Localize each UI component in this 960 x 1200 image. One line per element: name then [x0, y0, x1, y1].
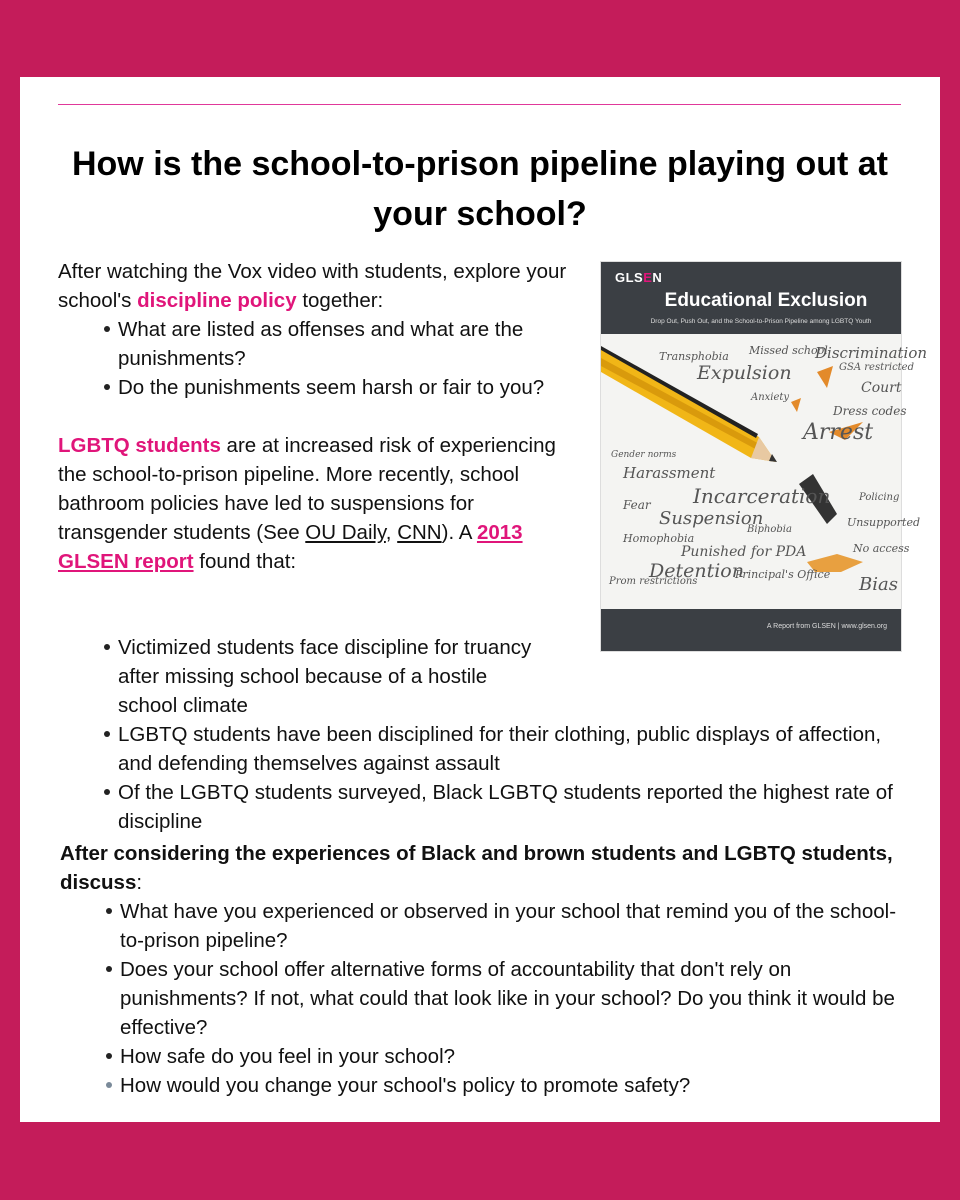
cover-word: Bias	[859, 574, 898, 595]
cover-word: Detention	[649, 560, 744, 582]
cnn-link[interactable]: CNN	[397, 521, 442, 544]
list-item: Victimized students face discipline for truancy after missing school because of a hostile school climate	[58, 633, 898, 720]
content-card	[20, 77, 940, 1122]
list-item: Does your school offer alternative forms of accountability that don't rely on punishments? If not, what could that look like in your school? Do you think it would be effective?	[60, 955, 900, 1042]
list-item: How safe do you feel in your school?	[60, 1042, 900, 1071]
discussion-bullets	[60, 897, 900, 1100]
cover-word: Arrest	[803, 420, 874, 445]
findings-section	[58, 633, 898, 836]
cover-word: Unsupported	[847, 516, 921, 529]
cover-word: No access	[853, 542, 910, 555]
cover-word: Fear	[623, 498, 651, 512]
cover-word: GSA restricted	[839, 362, 915, 373]
cover-word: Punished for PDA	[681, 544, 807, 560]
ou-daily-link[interactable]: OU Daily	[305, 521, 386, 544]
list-item: Of the LGBTQ students surveyed, Black LGBTQ students reported the highest rate of discipline	[58, 778, 898, 836]
cover-word: Harassment	[623, 464, 716, 482]
lgbtq-paragraph: LGBTQ students are at increased risk of experiencing the school-to-prison pipeline. More recently, school bathroom policies have led to suspensions for transgender students (See OU Daily, CNN). A 2013 GLSEN report found that:	[58, 434, 556, 573]
cover-word: Incarceration	[693, 484, 831, 508]
intro-paragraph: After watching the Vox video with students, explore your school's discipline policy together:	[58, 260, 567, 312]
list-item: How would you change your school's policy to promote safety?	[60, 1071, 900, 1100]
cover-word: Principal's Office	[735, 568, 831, 581]
discussion-section	[60, 839, 900, 1100]
list-item: What are listed as offenses and what are the punishments?	[58, 315, 588, 373]
cover-word: Court	[861, 380, 902, 396]
cover-word: Suspension	[659, 508, 764, 529]
divider	[58, 104, 901, 105]
findings-bullets	[58, 633, 898, 836]
cover-title: Educational Exclusion	[664, 290, 868, 311]
glsen-report-link[interactable]: 2013 GLSEN report	[58, 521, 523, 573]
cover-word: Expulsion	[697, 362, 792, 384]
cover-word: Gender norms	[611, 450, 677, 460]
cover-word: Biphobia	[747, 524, 792, 535]
cover-subtitle: Drop Out, Push Out, and the School-to-Prison Pipeline among LGBTQ Youth	[650, 318, 872, 325]
list-item: Do the punishments seem harsh or fair to you?	[58, 373, 588, 402]
cover-word: Policing	[859, 492, 900, 503]
page-title: How is the school-to-prison pipeline playing out at your school?	[71, 145, 889, 233]
list-item: What have you experienced or observed in your school that remind you of the school-to-prison pipeline?	[60, 897, 900, 955]
cover-word: Anxiety	[751, 392, 790, 403]
intro-section	[58, 257, 588, 576]
intro-bullets	[58, 315, 588, 402]
discipline-policy-link[interactable]: discipline policy	[137, 289, 297, 312]
cover-word: Homophobia	[623, 532, 695, 545]
list-item: LGBTQ students have been disciplined for their clothing, public displays of affection, and defending themselves against assault	[58, 720, 898, 778]
glsen-logo: GLSEN	[615, 270, 663, 285]
cover-footer: A Report from GLSEN | www.glsen.org	[601, 609, 901, 651]
report-cover-image	[600, 261, 928, 652]
cover-word: Transphobia	[659, 350, 729, 363]
cover-word: Prom restrictions	[609, 576, 698, 587]
cover-word: Discrimination	[815, 344, 928, 362]
lgbtq-students-link[interactable]: LGBTQ students	[58, 434, 221, 457]
discussion-intro: After considering the experiences of Black and brown students and LGBTQ students, discuss:	[60, 842, 893, 894]
cover-word: Dress codes	[833, 404, 907, 418]
cover-word: Missed school	[749, 344, 828, 357]
